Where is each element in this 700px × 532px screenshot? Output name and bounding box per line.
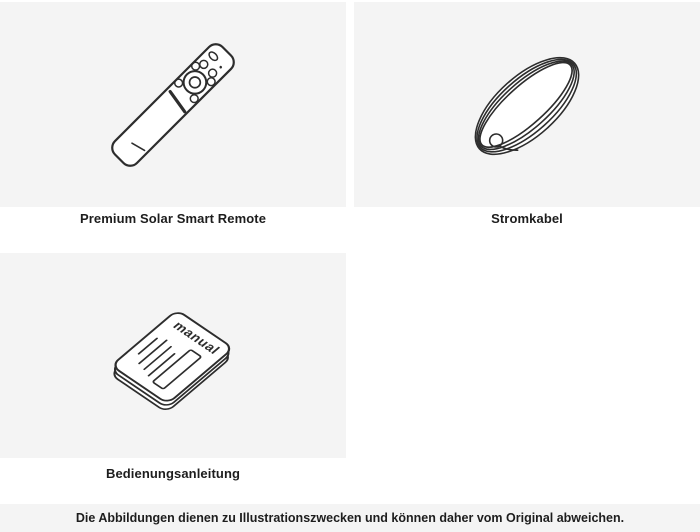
accessory-label-power-cable: Stromkabel xyxy=(491,211,563,226)
remote-control-icon xyxy=(0,2,346,207)
accessory-label-remote: Premium Solar Smart Remote xyxy=(79,211,267,226)
manual-cover-text: manual xyxy=(170,318,223,357)
accessory-panel-power-cable xyxy=(354,2,700,207)
accessory-panel-manual xyxy=(0,253,346,458)
power-cable-icon xyxy=(354,2,700,207)
accessory-label-manual: Bedienungsanleitung xyxy=(105,466,241,481)
manual-booklet-icon xyxy=(0,253,346,458)
accessory-panel-remote xyxy=(0,2,346,207)
illustration-disclaimer: Die Abbildungen dienen zu Illustrationszwecken und können daher vom Original abweichen. xyxy=(0,504,700,532)
